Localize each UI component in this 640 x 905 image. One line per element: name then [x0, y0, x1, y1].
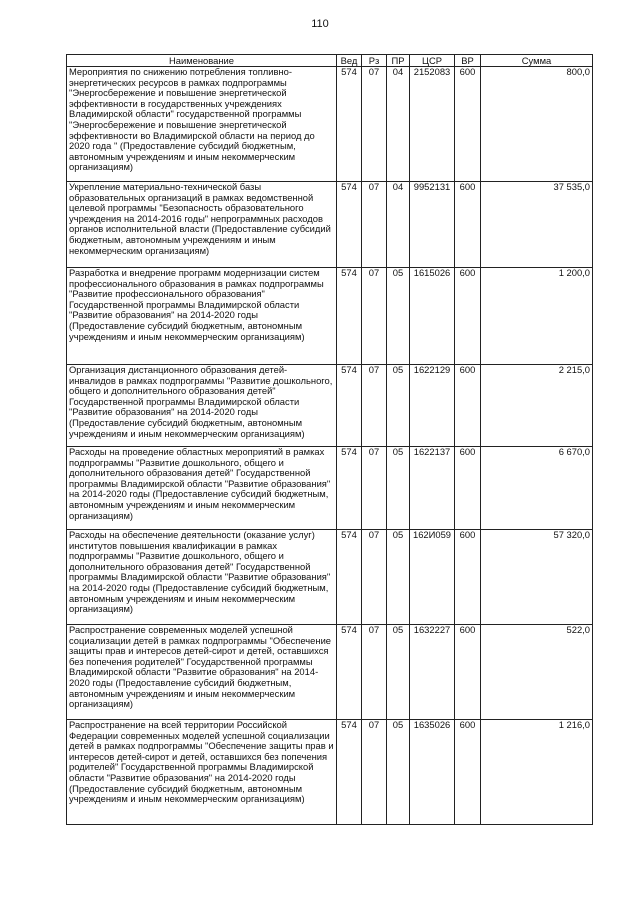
row-pr: 05 [387, 625, 410, 720]
row-name: Мероприятия по снижению потребления топливно-энергетических ресурсов в рамках подпрограммы "Энергосбережение и повышение энергетической эффективности в государственных учреждениях Владимирской области" государственной программы "Энергосбережение и повышение энергетической эффективности во Владимирской области на период до 2020 года " (Предоставление субсидий бюджетным, автономным учреждениям и иным некоммерческим организациям) [67, 67, 337, 182]
row-sum: 6 670,0 [481, 447, 593, 530]
row-ved: 574 [337, 67, 362, 182]
row-pr: 05 [387, 720, 410, 825]
row-rz: 07 [362, 268, 387, 365]
header-sum: Сумма [481, 55, 593, 67]
row-pr: 05 [387, 365, 410, 447]
row-rz: 07 [362, 625, 387, 720]
row-vr: 600 [455, 530, 481, 625]
row-ved: 574 [337, 365, 362, 447]
row-rz: 07 [362, 182, 387, 268]
row-pr: 04 [387, 182, 410, 268]
row-name: Распространение на всей территории Российской Федерации современных моделей успешной социализации детей в рамках подпрограммы "Обеспечение защиты прав и интересов детей-сирот и детей, оставшихся без попечения родителей" Государственной программы Владимирской области "Развитие образования" на 2014-2020 годы (Предоставление субсидий бюджетным, автономным учреждениям и иным некоммерческим организациям) [67, 720, 337, 825]
header-pr: ПР [387, 55, 410, 67]
row-rz: 07 [362, 530, 387, 625]
row-name: Разработка и внедрение программ модернизации систем профессионального образования в рамках подпрограммы "Развитие профессионального образования" Государственной программы Владимирской области "Развитие образования" на 2014-2020 годы (Предоставление субсидий бюджетным, автономным учреждениям и иным некоммерческим организациям) [67, 268, 337, 365]
row-ved: 574 [337, 720, 362, 825]
row-csr: 1635026 [410, 720, 455, 825]
row-name: Расходы на проведение областных мероприятий в рамках подпрограммы "Развитие дошкольного, общего и дополнительного образования детей" Государственной программы Владимирской области "Развитие образования" на 2014-2020 годы (Предоставление субсидий бюджетным, автономным учреждениям и иным некоммерческим организациям) [67, 447, 337, 530]
table-row [67, 625, 593, 720]
header-ved: Вед [337, 55, 362, 67]
row-csr: 1632227 [410, 625, 455, 720]
page-number: 110 [311, 18, 329, 30]
table-row [67, 365, 593, 447]
row-sum: 1 216,0 [481, 720, 593, 825]
row-pr: 05 [387, 268, 410, 365]
table-row [67, 67, 593, 182]
row-ved: 574 [337, 447, 362, 530]
row-sum: 800,0 [481, 67, 593, 182]
row-csr: 9952131 [410, 182, 455, 268]
row-name: Укрепление материально-технической базы образовательных организаций в рамках ведомственной целевой программы "Безопасность образовательного учреждения на 2014-2016 годы" непрограммных расходов органов исполнительной власти (Предоставление субсидий бюджетным, автономным учреждениям и иным некоммерческим организациям) [67, 182, 337, 268]
row-vr: 600 [455, 625, 481, 720]
table-row [67, 447, 593, 530]
row-rz: 07 [362, 720, 387, 825]
row-sum: 2 215,0 [481, 365, 593, 447]
row-vr: 600 [455, 447, 481, 530]
table-row [67, 720, 593, 825]
row-rz: 07 [362, 365, 387, 447]
row-rz: 07 [362, 447, 387, 530]
row-vr: 600 [455, 182, 481, 268]
row-csr: 1615026 [410, 268, 455, 365]
table-row [67, 530, 593, 625]
row-csr: 1622137 [410, 447, 455, 530]
header-csr: ЦСР [410, 55, 455, 67]
row-vr: 600 [455, 268, 481, 365]
row-csr: 1622129 [410, 365, 455, 447]
row-pr: 04 [387, 67, 410, 182]
row-sum: 57 320,0 [481, 530, 593, 625]
budget-table [66, 54, 593, 825]
row-name: Расходы на обеспечение деятельности (оказание услуг) институтов повышения квалификации в рамках подпрограммы "Развитие дошкольного, общего и дополнительного образования детей" Государственной программы Владимирской области "Развитие образования" на 2014-2020 годы (Предоставление субсидий бюджетным, автономным учреждениям и иным некоммерческим организациям) [67, 530, 337, 625]
header-vr: ВР [455, 55, 481, 67]
row-pr: 05 [387, 530, 410, 625]
row-name: Организация дистанционного образования детей-инвалидов в рамках подпрограммы "Развитие дошкольного, общего и дополнительного образования детей" Государственной программы Владимирской области "Развитие образования" на 2014-2020 годы (Предоставление субсидий бюджетным, автономным учреждениям и иным некоммерческим организациям) [67, 365, 337, 447]
row-csr: 2152083 [410, 67, 455, 182]
header-name: Наименование [67, 55, 337, 67]
table-header-row [67, 55, 593, 67]
row-csr: 162И059 [410, 530, 455, 625]
row-vr: 600 [455, 720, 481, 825]
table-row [67, 182, 593, 268]
row-sum: 1 200,0 [481, 268, 593, 365]
header-rz: Рз [362, 55, 387, 67]
table-row [67, 268, 593, 365]
row-ved: 574 [337, 268, 362, 365]
row-pr: 05 [387, 447, 410, 530]
row-rz: 07 [362, 67, 387, 182]
row-sum: 37 535,0 [481, 182, 593, 268]
row-vr: 600 [455, 67, 481, 182]
row-sum: 522,0 [481, 625, 593, 720]
row-ved: 574 [337, 182, 362, 268]
row-vr: 600 [455, 365, 481, 447]
row-ved: 574 [337, 530, 362, 625]
row-ved: 574 [337, 625, 362, 720]
row-name: Распространение современных моделей успешной социализации детей в рамках подпрограммы "Обеспечение защиты прав и интересов детей-сирот и детей, оставшихся без попечения родителей" Государственной программы Владимирской области "Развитие образования" на 2014-2020 годы (Предоставление субсидий бюджетным, автономным учреждениям и иным некоммерческим организациям) [67, 625, 337, 720]
